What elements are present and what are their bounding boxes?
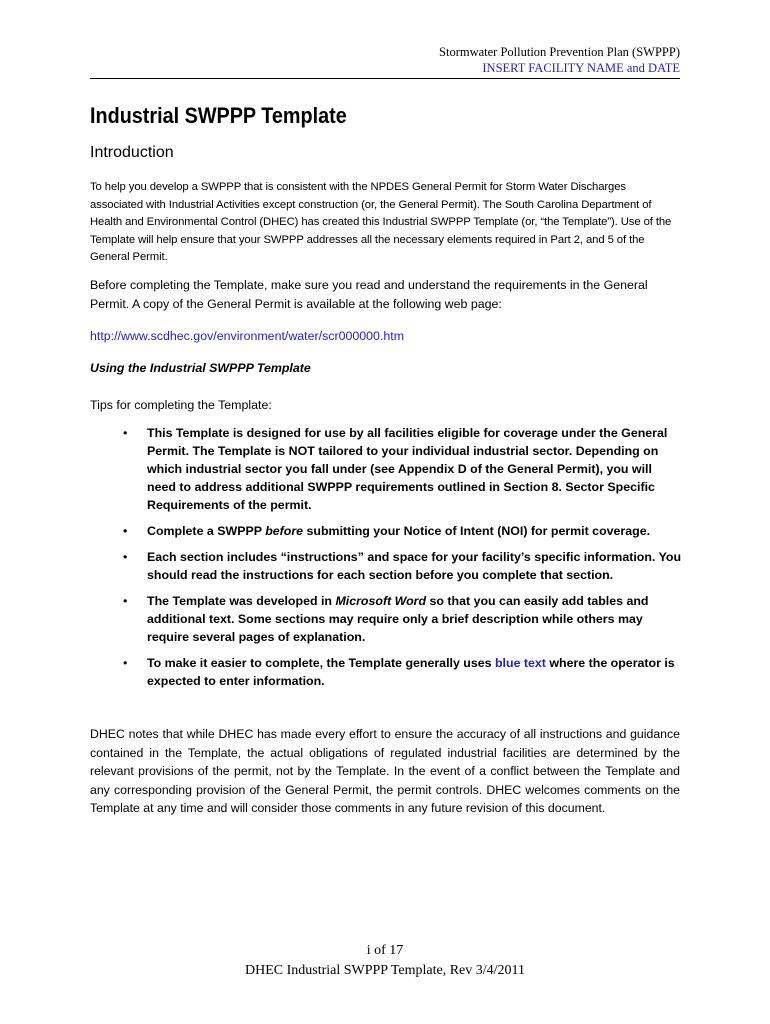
general-permit-link[interactable]: http://www.scdhec.gov/environment/water/scr000000.htm bbox=[90, 329, 405, 343]
tip-text-start: Complete a SWPPP bbox=[147, 524, 266, 538]
tip-emphasis: Microsoft Word bbox=[335, 594, 427, 608]
header-plan-title: Stormwater Pollution Prevention Plan (SWPPP) bbox=[439, 45, 680, 59]
list-item bbox=[90, 548, 682, 584]
page-number: i of 17 bbox=[366, 943, 404, 958]
document-title: Industrial SWPPP Template bbox=[90, 103, 347, 128]
tips-list bbox=[90, 424, 682, 698]
footer-document-title: DHEC Industrial SWPPP Template, Rev 3/4/2011 bbox=[244, 963, 526, 978]
list-item bbox=[90, 654, 682, 690]
introduction-paragraph: To help you develop a SWPPP that is consistent with the NPDES General Permit for Storm Water Discharges associated with Industrial Activities except construction (or, the General Permit). The South Carolina Department of Health and Environmental Control (DHEC) has created this Industrial SWPPP Template (or, “the Template”). Use of the Template will help ensure that your SWPPP addresses all the necessary elements required in Part 2, and 5 of the General Permit. bbox=[90, 181, 672, 263]
tip-emphasis: before bbox=[265, 524, 304, 538]
header-divider bbox=[90, 78, 680, 79]
header-facility-placeholder: INSERT FACILITY NAME and DATE bbox=[482, 61, 680, 75]
page-header bbox=[439, 44, 680, 76]
bullet-icon: • bbox=[123, 594, 128, 608]
tip-blue-text: blue text bbox=[494, 656, 546, 670]
closing-paragraph: DHEC notes that while DHEC has made every effort to ensure the accuracy of all instructions and guidance contained in the Template, the actual obligations of regulated industrial facilities are determined by the relevant provisions of the permit, not by the Template. In the event of a conflict between the Template and any corresponding provision of the General Permit, the permit controls. DHEC welcomes comments on the Template at any time and will consider those comments in any future revision of this document. bbox=[90, 727, 680, 815]
bullet-icon: • bbox=[123, 426, 128, 440]
introduction-heading: Introduction bbox=[90, 144, 174, 161]
tip-text-start: The Template was developed in bbox=[147, 594, 336, 608]
list-item bbox=[90, 522, 682, 540]
bullet-icon: • bbox=[123, 524, 128, 538]
tip-text-end: submitting your Notice of Intent (NOI) for permit coverage. bbox=[303, 524, 651, 538]
list-item bbox=[90, 592, 682, 646]
bullet-icon: • bbox=[123, 656, 128, 670]
tip-text-end: where the operator is expected to enter information. bbox=[147, 656, 675, 688]
using-template-heading: Using the Industrial SWPPP Template bbox=[90, 361, 311, 375]
bullet-icon: • bbox=[123, 550, 128, 564]
before-completing-paragraph: Before completing the Template, make sure you read and understand the requirements in the General Permit. A copy of the General Permit is available at the following web page: bbox=[90, 278, 648, 311]
tip-text: Each section includes “instructions” and space for your facility’s specific information. You should read the instructions for each section before you complete that section. bbox=[147, 550, 682, 582]
page-footer bbox=[0, 941, 770, 981]
tip-text-start: To make it easier to complete, the Template generally uses bbox=[147, 656, 495, 670]
list-item bbox=[90, 424, 682, 514]
tip-text-end: so that you can easily add tables and additional text. Some sections may require only a brief description while others may require several pages of explanation. bbox=[147, 594, 649, 644]
tips-label: Tips for completing the Template: bbox=[90, 398, 272, 412]
tip-text: This Template is designed for use by all facilities eligible for coverage under the General Permit. The Template is NOT tailored to your individual industrial sector. Depending on which industrial sector you fall under (see Appendix D of the General Permit), you will need to address additional SWPPP requirements outlined in Section 8. Sector Specific Requirements of the permit. bbox=[147, 426, 668, 512]
